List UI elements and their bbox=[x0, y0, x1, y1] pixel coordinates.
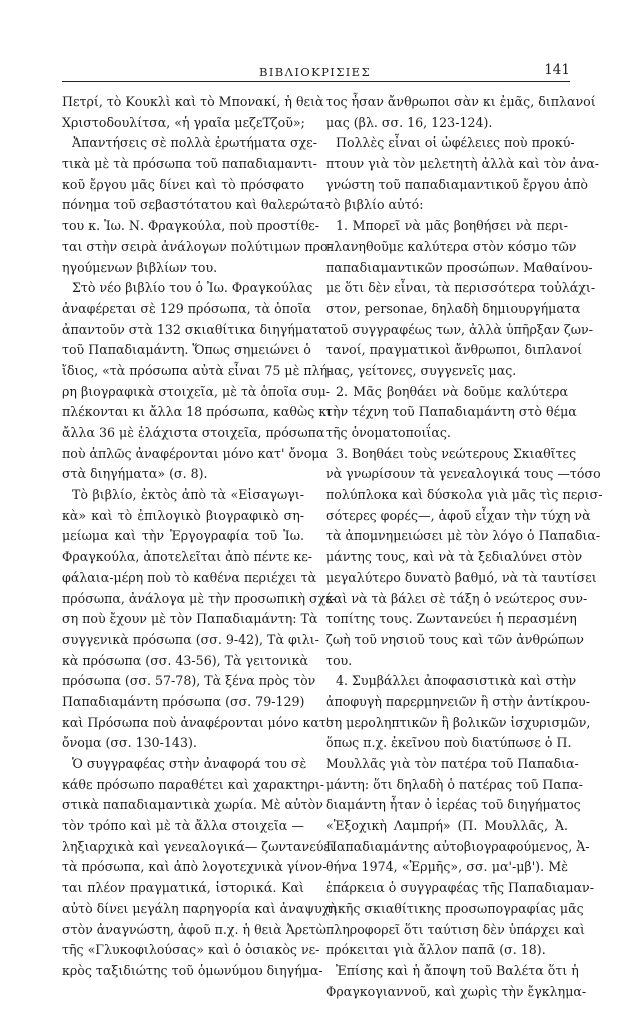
header-rule bbox=[62, 81, 570, 82]
text-line: Τὸ βιβλίο, ἐκτὸς ἀπὸ τὰ «Εἰσαγωγι- bbox=[72, 487, 304, 503]
text-line: πλανηθοῦμε καλύτερα στὸν κόσμο τῶν bbox=[326, 238, 577, 254]
text-line: του. bbox=[326, 652, 353, 668]
text-line: τὸν τρόπο καὶ μὲ τὰ ἄλλα στοιχεῖα — bbox=[62, 818, 304, 834]
left-column bbox=[62, 92, 338, 982]
text-line: Ἐπίσης καὶ ἡ ἄποψη τοῦ Βαλέτα ὅτι ἡ bbox=[336, 962, 579, 978]
text-line: ἴδιος, «τὰ πρόσωπα αὐτὰ εἶναι 75 μὲ πλή- bbox=[62, 362, 332, 378]
text-line: Ἀπαντήσεις σὲ πολλὰ ἐρωτήματα σχε- bbox=[72, 135, 317, 151]
text-line: πόνημα τοῦ σεβαστότατου καὶ θαλερώτα- bbox=[62, 197, 330, 213]
text-line: τῆς ὀνοματοποιΐας. bbox=[326, 425, 451, 440]
text-line: με ὅτι δὲν εἶναι, τὰ περισσότερα τοὐλάχι- bbox=[326, 280, 596, 296]
text-line: πρόκειται γιὰ ἄλλον παπᾶ (σ. 18). bbox=[326, 942, 546, 958]
text-line: σότερες φορές—, ἀφοῦ εἶχαν τὴν τύχη νὰ bbox=[326, 507, 591, 523]
text-line: πολύπλοκα καὶ δύσκολα γιὰ μᾶς τὶς περισ- bbox=[326, 487, 603, 503]
text-line: πλέκονται κι ἄλλα 18 πρόσωπα, καθὼς κι bbox=[62, 404, 332, 420]
text-line: ἄλλα 36 μὲ ἐλάχιστα στοιχεῖα, πρόσωπα bbox=[62, 425, 325, 440]
text-line: ρη βιογραφικὰ στοιχεῖα, μὲ τὰ ὁποῖα συμ- bbox=[62, 383, 331, 399]
page-number: 141 bbox=[544, 62, 570, 78]
text-line: Φραγκογιαννοῦ, καὶ χωρὶς τὴν ἔγκλημα- bbox=[326, 983, 587, 999]
text-line: καὶ νὰ τὰ βάλει σὲ τάξη ὁ νεώτερος συν- bbox=[326, 590, 588, 606]
text-line: τὸ βιβλίο αὐτό: bbox=[326, 197, 424, 213]
text-line: θήνα 1974, «Ἑρμῆς», σσ. μα'-μβ'). Μὲ bbox=[326, 859, 568, 875]
text-line: ζωὴ τοῦ νησιοῦ τους καὶ τῶν ἀνθρώπων bbox=[326, 631, 584, 647]
text-line: μεγαλύτερο δυνατὸ βαθμό, νὰ τὰ ταυτίσει bbox=[326, 569, 597, 585]
text-line: Παπαδιαμάντης αὐτοβιογραφούμενος, Ἀ- bbox=[326, 838, 590, 854]
text-line: μάντη: ὅτι δηλαδὴ ὁ πατέρας τοῦ Παπα- bbox=[326, 776, 583, 792]
section-title: ΒΙΒΛΙΟΚΡΙΣΙΕΣ bbox=[259, 65, 371, 79]
text-line: κὰ πρόσωπα (σσ. 43-56), Τὰ γειτονικὰ bbox=[62, 652, 309, 668]
running-head bbox=[60, 62, 570, 82]
text-line: τὰ πρόσωπα, καὶ ἀπὸ λογοτεχνικὰ γίνον- bbox=[62, 859, 327, 875]
text-line: μείωμα καὶ τὴν Ἐργογραφία τοῦ Ἰω. bbox=[62, 528, 304, 544]
text-line: ὄνομα (σσ. 130-143). bbox=[62, 735, 197, 751]
text-line: Πετρί, τὸ Κουκλὶ καὶ τὸ Μπονακί, ἡ θειὰ bbox=[62, 94, 324, 109]
text-line: στὰ διηγήματα» (σ. 8). bbox=[62, 466, 208, 482]
text-line: Παπαδιαμάντη πρόσωπα (σσ. 79-129) bbox=[62, 693, 305, 709]
text-line: 1. Μπορεῖ νὰ μᾶς βοηθήσει νὰ περι- bbox=[336, 218, 568, 234]
text-line: τὴν τέχνη τοῦ Παπαδιαμάντη στὸ θέμα bbox=[326, 404, 577, 420]
text-line: ται στὴν σειρὰ ἀνάλογων πολύτιμων προ- bbox=[62, 238, 332, 254]
text-line: Πολλὲς εἶναι οἱ ὠφέλειες ποὺ προκύ- bbox=[336, 135, 575, 151]
text-line: γνώστη τοῦ παπαδιαμαντικοῦ ἔργου ἀπὸ bbox=[326, 176, 589, 192]
text-line: ηγούμενων βιβλίων του. bbox=[62, 259, 218, 275]
text-line: ληξιαρχικὰ καὶ γενεαλογικά— ζωντανεύει bbox=[62, 838, 335, 854]
text-line: νὰ γνωρίσουν τὰ γενεαλογικά τους —τόσο bbox=[326, 466, 601, 482]
text-line: στὸν ἀναγνώστη, ἀφοῦ π.χ. ἡ θειὰ Ἀρετὼ bbox=[62, 921, 326, 937]
text-line: πρόσωπα, ἀνάλογα μὲ τὴν προσωπικὴ σχέ- bbox=[62, 590, 337, 606]
text-line: ἐπάρκεια ὁ συγγραφέας τῆς Παπαδιαμαν- bbox=[326, 880, 594, 896]
text-line: τοπίτης τους. Ζωντανεύει ἡ περασμένη bbox=[326, 611, 577, 627]
text-line: ἀπαντοῦν στὰ 132 σκιαθίτικα διηγήματα bbox=[62, 321, 327, 337]
text-line: πρόσωπα (σσ. 57-78), Τὰ ξένα πρὸς τὸν bbox=[62, 673, 316, 689]
text-line: 2. Μᾶς βοηθάει νὰ δοῦμε καλύτερα bbox=[336, 383, 568, 399]
text-line: ση ποὺ ἔχουν μὲ τὸν Παπαδιαμάντη: Τὰ bbox=[62, 611, 318, 627]
text-line: τοῦ συγγραφέως των, ἀλλὰ ὑπῆρξαν ζων- bbox=[326, 321, 593, 337]
text-line: τὰ ἀπομνημειώσει μὲ τὸν λόγο ὁ Παπαδια- bbox=[326, 528, 601, 544]
text-line: στικὰ παπαδιαμαντικὰ χωρία. Μὲ αὐτὸν bbox=[62, 797, 323, 813]
text-line: τοῦ Παπαδιαμάντη. Ὅπως σημειώνει ὁ bbox=[62, 342, 311, 358]
text-line: 3. Βοηθάει τοὺς νεώτερους Σκιαθῖτες bbox=[336, 445, 577, 461]
text-line: διαμάντη ἦταν ὁ ἱερέας τοῦ διηγήματος bbox=[326, 797, 581, 813]
text-line: φάλαια-μέρη ποὺ τὸ καθένα περιέχει τὰ bbox=[62, 569, 317, 585]
text-line: «Ἐξοχικὴ Λαμπρή» (Π. Μουλλᾶς, Ἀ. bbox=[326, 818, 568, 834]
text-line: ἀποφυγὴ παρερμηνειῶν ἢ στὴν ἀντίκρου- bbox=[326, 693, 590, 709]
text-line: πληροφορεῖ ὅτι ταύτιση δὲν ὑπάρχει καὶ bbox=[326, 921, 585, 937]
text-line: τος ἦσαν ἄνθρωποι σὰν κι ἐμᾶς, διπλανοί bbox=[326, 94, 596, 109]
text-line: 4. Συμβάλλει ἀποφασιστικὰ καὶ στὴν bbox=[336, 673, 577, 689]
text-line: τῆς «Γλυκοφιλούσας» καὶ ὁ ὁσιακὸς νε- bbox=[62, 942, 320, 958]
text-line: τικὰ μὲ τὰ πρόσωπα τοῦ παπαδιαμαντι- bbox=[62, 156, 317, 172]
text-line: αὐτὸ δίνει μεγάλη παρηγορία καὶ ἀναψυχὴ bbox=[62, 900, 338, 916]
text-line: ται πλέον πραγματικά, ἱστορικά. Καὶ bbox=[62, 880, 304, 896]
text-line: Μουλλᾶς γιὰ τὸν πατέρα τοῦ Παπαδια- bbox=[326, 756, 579, 771]
text-line: κοῦ ἔργου μᾶς δίνει καὶ τὸ πρόσφατο bbox=[62, 176, 304, 192]
text-line: ἀναφέρεται σὲ 129 πρόσωπα, τὰ ὁποῖα bbox=[62, 300, 312, 316]
text-line: κάθε πρόσωπο παραθέτει καὶ χαρακτηρι- bbox=[62, 776, 325, 792]
text-line: Φραγκούλα, ἀποτελεῖται ἀπὸ πέντε κε- bbox=[62, 549, 313, 565]
right-column bbox=[326, 92, 603, 1002]
text-line: ση μεροληπτικῶν ἢ βολικῶν ἰσχυρισμῶν, bbox=[326, 714, 591, 730]
text-line: παπαδιαμαντικῶν προσώπων. Μαθαίνου- bbox=[326, 259, 593, 275]
text-line: καὶ Πρόσωπα ποὺ ἀναφέρονται μόνο κατ' bbox=[62, 714, 330, 730]
text-line: τικῆς σκιαθίτικης προσωπογραφίας μᾶς bbox=[326, 900, 584, 916]
text-line: Ὁ συγγραφέας στὴν ἀναφορά του σὲ bbox=[72, 756, 307, 771]
text-line: πτουν γιὰ τὸν μελετητὴ ἀλλὰ καὶ τὸν ἀνα- bbox=[326, 156, 599, 172]
text-line: στον, personae, δηλαδὴ δημιουργήματα bbox=[326, 300, 581, 316]
text-line: τανοί, πραγματικοὶ ἄνθρωποι, διπλανοί bbox=[326, 342, 583, 358]
text-line: του κ. Ἰω. Ν. Φραγκούλα, ποὺ προστίθε- bbox=[62, 218, 319, 234]
text-line: ὅπως π.χ. ἐκεῖνου ποὺ διατύπωσε ὁ Π. bbox=[326, 735, 572, 751]
text-line: μας, γείτονες, συγγενεῖς μας. bbox=[326, 362, 517, 378]
text-line: κρὸς ταξιδιώτης τοῦ ὁμωνύμου διηγήμα- bbox=[62, 962, 323, 978]
text-line: μάντης τους, καὶ νὰ τὰ ξεδιαλύνει στὸν bbox=[326, 549, 583, 565]
text-line: μας (βλ. σσ. 16, 123-124). bbox=[326, 114, 493, 130]
text-line: ποὺ ἁπλῶς ἀναφέρονται μόνο κατ' ὄνομα bbox=[62, 445, 328, 461]
text-line: κὰ» καὶ τὸ ἐπιλογικὸ βιογραφικὸ ση- bbox=[62, 507, 304, 523]
text-line: Χριστοδουλίτσα, «ἡ γραῖα μεζεΤζοῦ»; bbox=[62, 114, 305, 130]
text-line: συγγενικὰ πρόσωπα (σσ. 9-42), Τὰ φιλι- bbox=[62, 631, 319, 647]
text-line: Στὸ νέο βιβλίο του ὁ Ἰω. Φραγκούλας bbox=[72, 280, 313, 296]
